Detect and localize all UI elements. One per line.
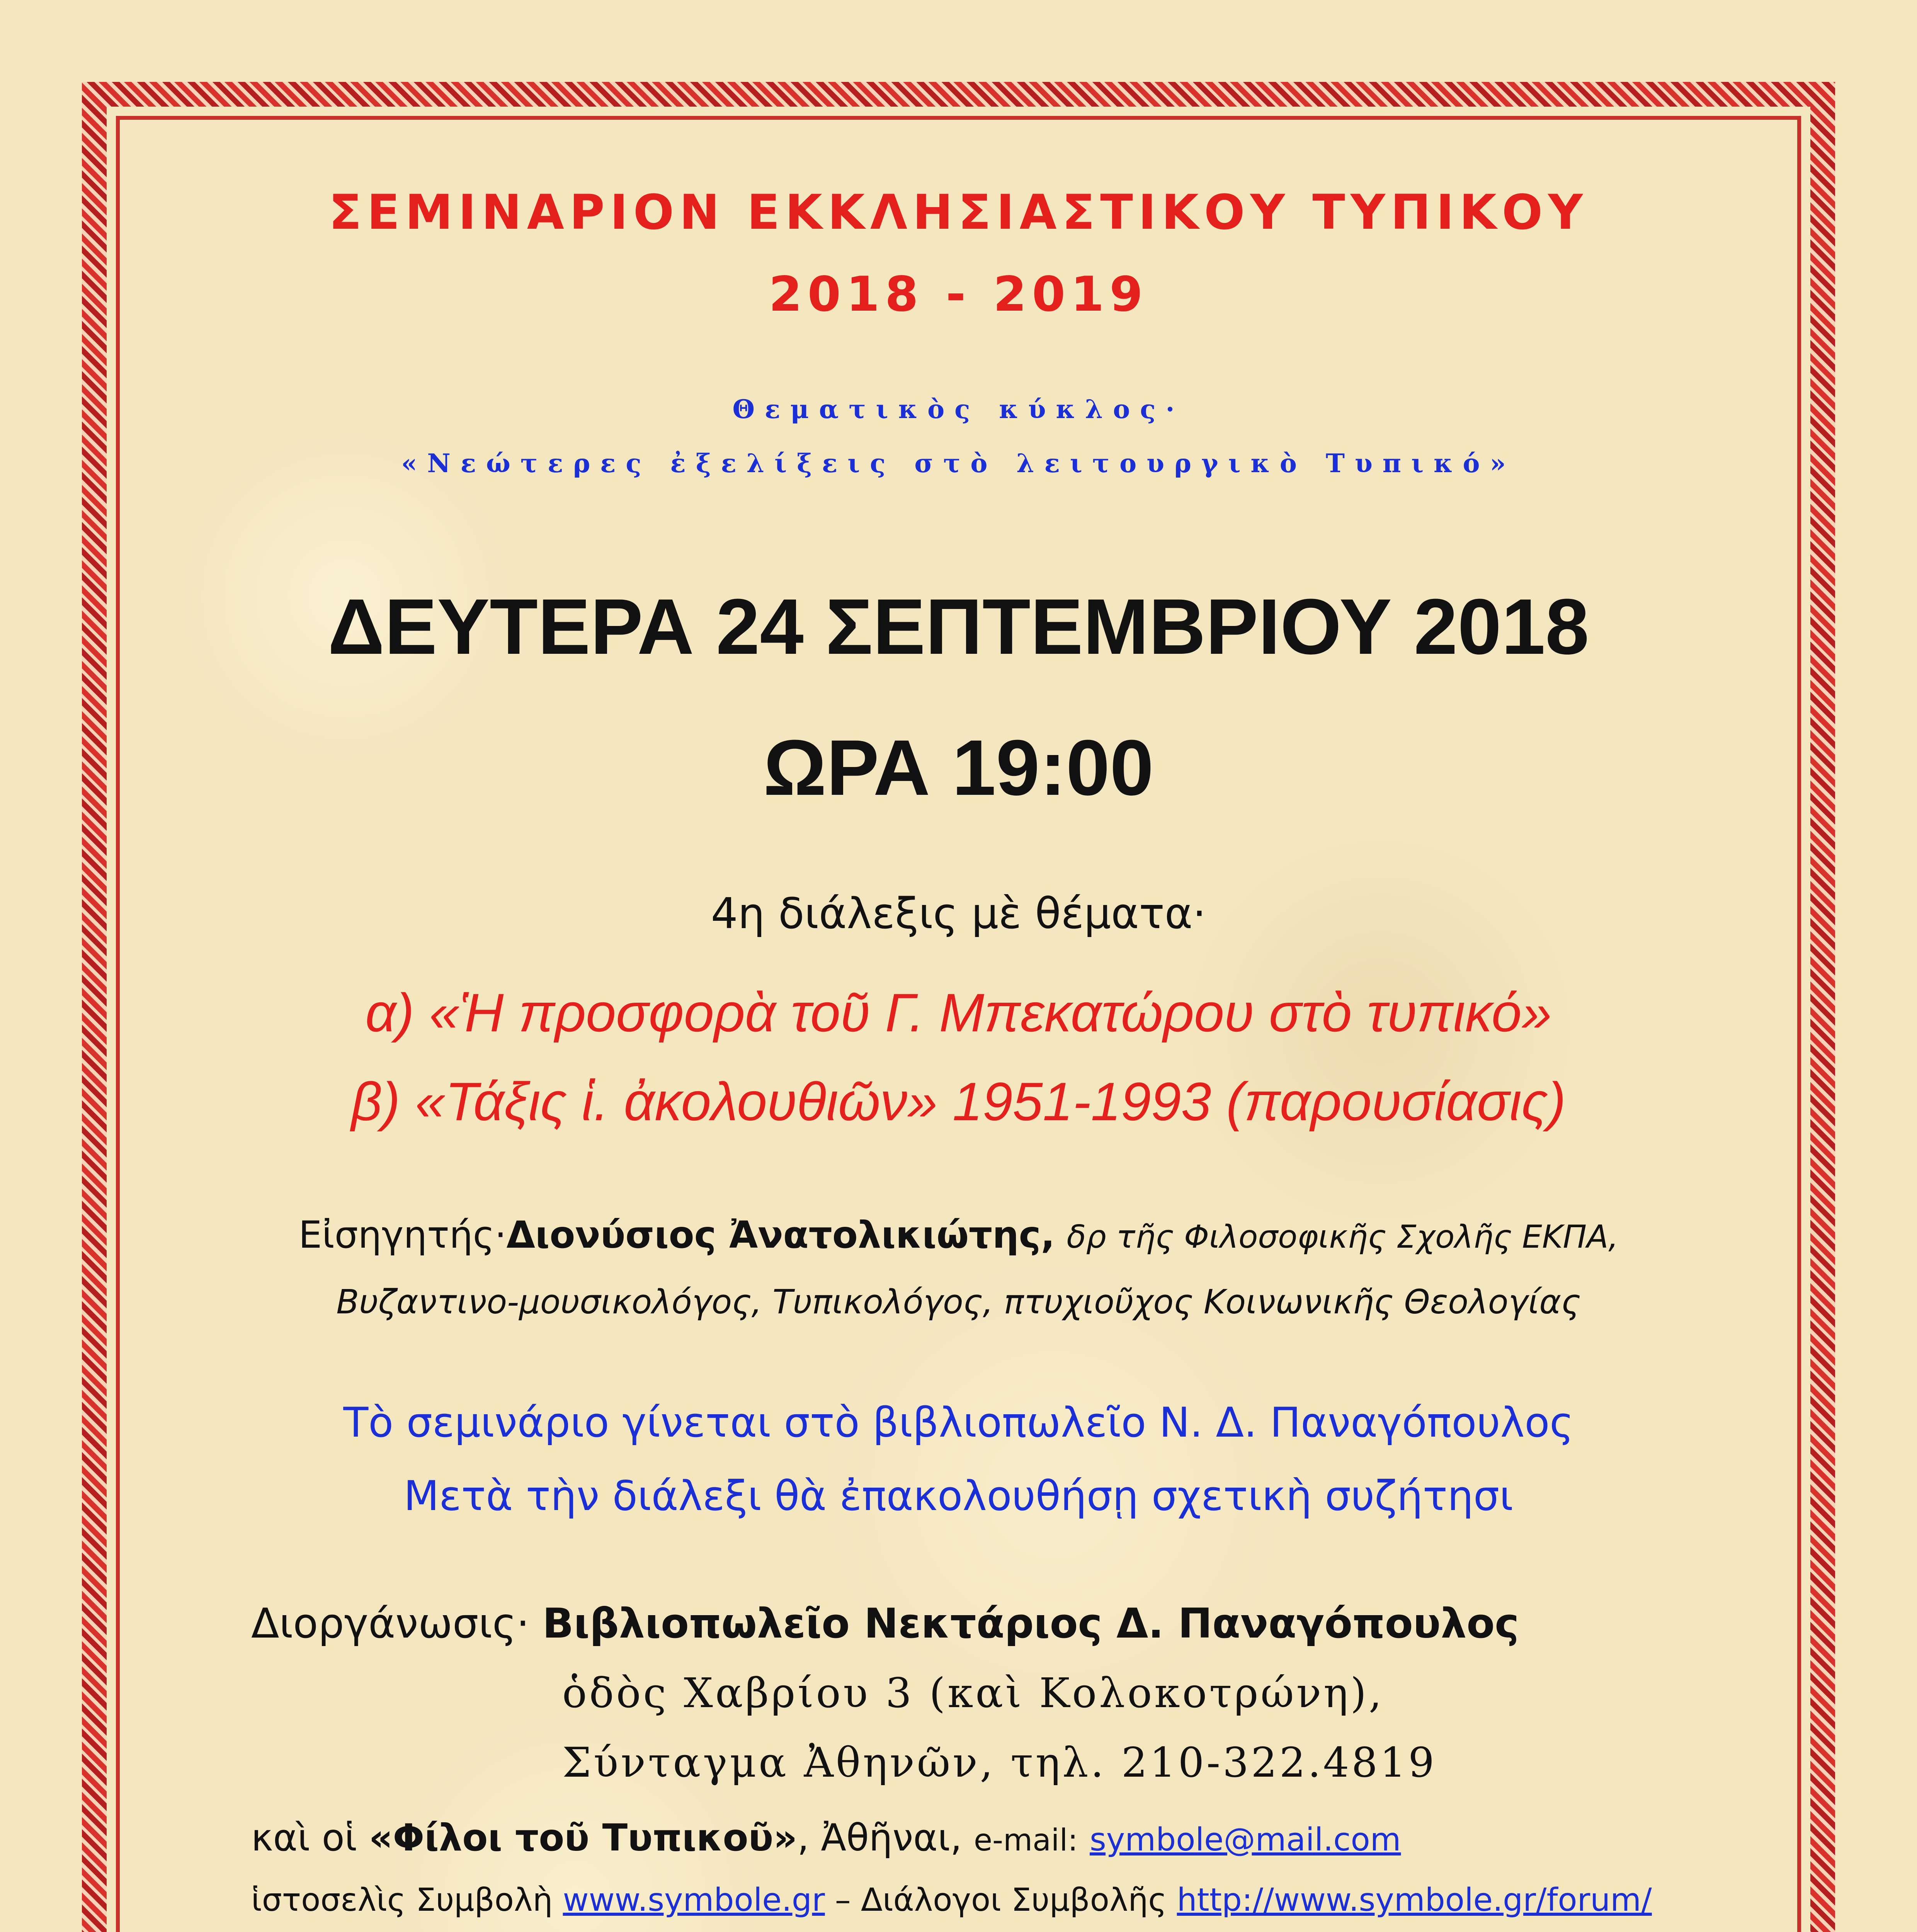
lecture-intro: 4η διάλεξις μὲ θέματα· [711,889,1206,938]
organizer-address-1: ὁδὸς Χαβρίου 3 (καὶ Κολοκοτρώνη), [562,1669,1384,1717]
seminar-years: 2018 - 2019 [769,267,1148,322]
forum-link[interactable]: http://www.symbole.gr/forum/ [1177,1882,1652,1918]
event-date: ΔΕΥΤΕΡΑ 24 ΣΕΠΤΕΜΒΡΙΟΥ 2018 [328,583,1589,671]
seminar-title: ΣΕΜΙΝΑΡΙΟΝ ΕΚΚΛΗΣΙΑΣΤΙΚΟΥ ΤΥΠΙΚΟΥ [329,185,1588,240]
website-label: ἱστοσελὶς Συμβολὴ [251,1882,553,1918]
speaker-credentials-2: Βυζαντινο-μουσικολόγος, Τυπικολόγος, πτυχιοῦχος Κοινωνικῆς Θεολογίας [336,1283,1581,1321]
organizer-address-2: Σύνταγμα Ἀθηνῶν, τηλ. 210-322.4819 [562,1739,1437,1786]
email-link[interactable]: symbole@mail.com [1090,1821,1401,1858]
lecture-topic-b: β) «Τάξις ἱ. ἀκολουθιῶν» 1951-1993 (παρουσίασις) [351,1071,1566,1132]
organizer-line [251,1600,1519,1647]
forum-label: Διάλογοι Συμβολῆς [861,1882,1167,1918]
email-label: e-mail: [973,1823,1078,1858]
separator: – [835,1882,851,1918]
organizer-name: Βιβλιοπωλεῖο Νεκτάριος Δ. Παναγόπουλος [542,1600,1519,1647]
speaker-line [0,1213,1917,1257]
venue-line-2: Μετὰ τὴν διάλεξι θὰ ἐπακολουθήσῃ σχετικὴ συζήτησι [403,1472,1514,1520]
organizer-label: Διοργάνωσις· [251,1600,530,1647]
website-line [251,1882,1652,1918]
coorganizer-line [251,1816,1401,1859]
coorganizer-city: , Ἀθῆναι, [797,1816,962,1859]
speaker-label: Εἰσηγητής· [298,1213,507,1257]
coorganizer-name: «Φίλοι τοῦ Τυπικοῦ» [369,1816,798,1859]
coorganizer-prefix: καὶ οἱ [251,1816,357,1859]
venue-line-1: Τὸ σεμινάριο γίνεται στὸ βιβλιοπωλεῖο Ν. Δ. Παναγόπουλος [343,1399,1574,1446]
lecture-topic-a: α) «Ἡ προσφορὰ τοῦ Γ. Μπεκατώρου στὸ τυπικό» [365,982,1552,1043]
speaker-name: Διονύσιος Ἀνατολικιώτης, [506,1213,1055,1257]
event-time: ΩΡΑ 19:00 [763,724,1154,812]
website-link[interactable]: www.symbole.gr [563,1882,825,1918]
speaker-credentials-1: δρ τῆς Φιλοσοφικῆς Σχολῆς ΕΚΠΑ, [1067,1219,1619,1255]
cycle-label: Θεματικὸς κύκλος· [732,394,1185,424]
cycle-title: «Νεώτερες ἐξελίξεις στὸ λειτουργικὸ Τυπικό» [401,448,1516,478]
